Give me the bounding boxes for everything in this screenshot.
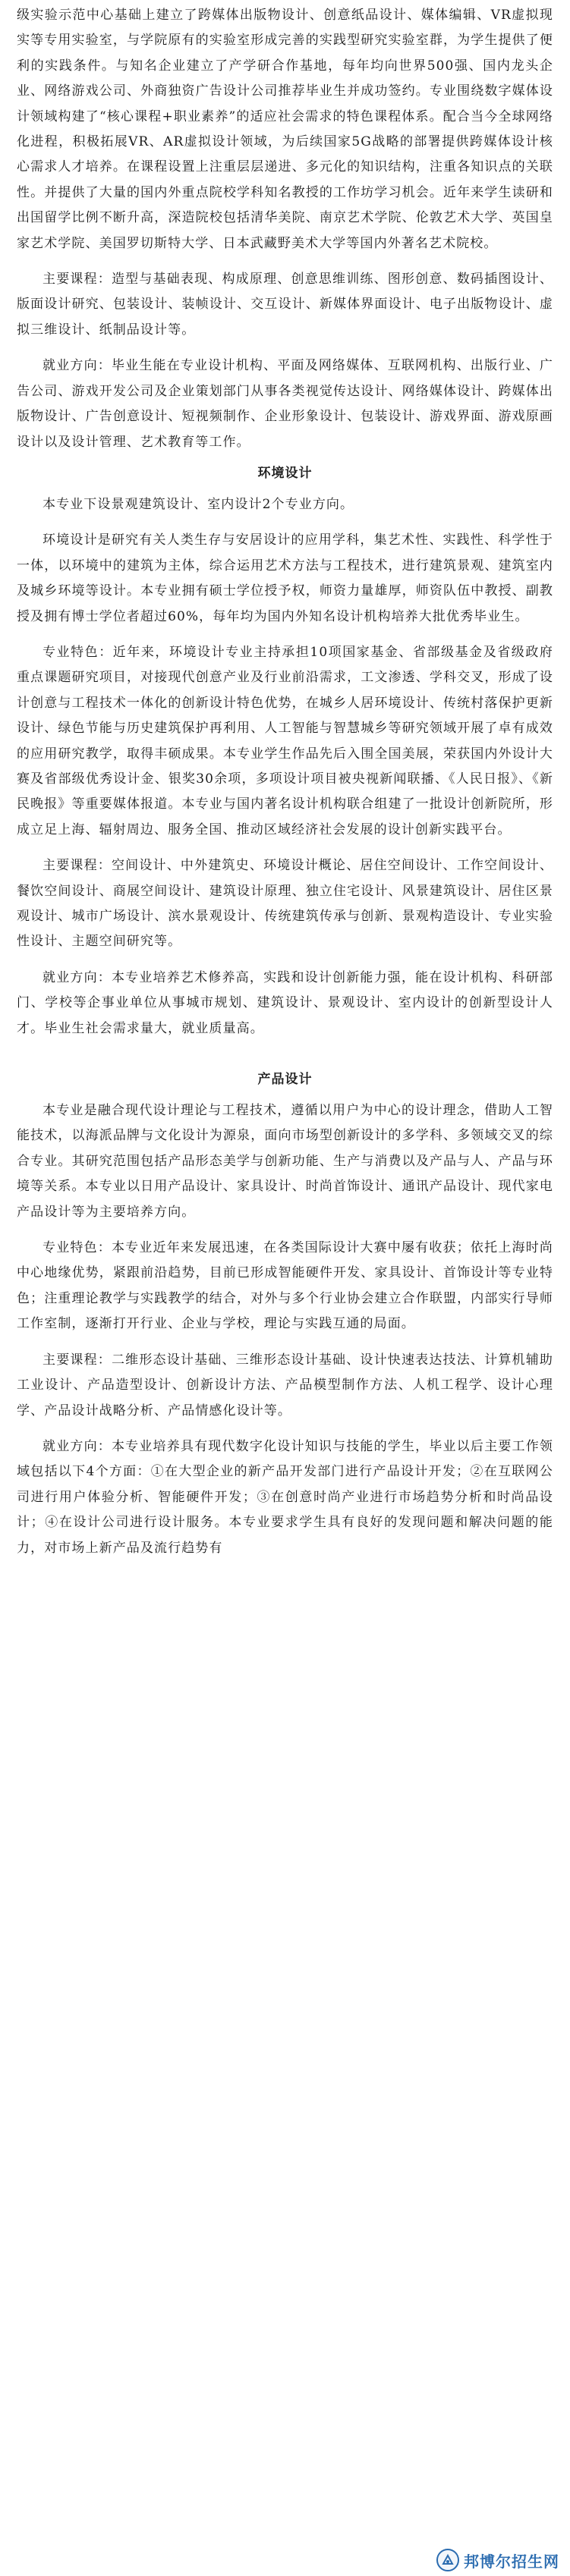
paragraph: 本专业下设景观建筑设计、室内设计2个专业方向。 [43,496,354,512]
paragraph: 环境设计是研究有关人类生存与安居设计的应用学科，集艺术性、实践性、科学性于一体，以环境中的建筑为主体，综合运用艺术方法与工程技术，进行建筑景观、建筑室内及城乡环境等设计。本专业拥有硕士学位授予权，师资力量雄厚，师资队伍中教授、副教授及拥有博士学位者超过60%，每年均为国内外知名设计机构培养大批优秀毕业生。 [17,532,553,624]
paragraph-career-direction: 就业方向：本专业培养艺术修养高，实践和设计创新能力强，能在设计机构、科研部门、学校等企事业单位从事城市规划、建筑设计、景观设计、室内设计的创新型设计人才。毕业生社会需求量大，就业质量高。 [17,969,553,1036]
section-product-design [17,1067,553,1561]
paragraph: 级实验示范中心基础上建立了跨媒体出版物设计、创意纸品设计、媒体编辑、VR虚拟现实等专用实验室，与学院原有的实验室形成完善的实践型研究实验室群，为学生提供了便利的实践条件。与知名企业建立了产学研合作基地，每年均向世界500强、国内龙头企业、网络游戏公司、外商独资广告设计公司推荐毕业生并成功签约。专业围绕数字媒体设计领域构建了“核心课程+职业素养”的适应社会需求的特色课程体系。配合当今全球网络化进程，积极拓展VR、AR虚拟设计领域，为后续国家5G战略的部署提供跨媒体设计核心需求人才培养。在课程设置上注重层层递进、多元化的知识结构，注重各知识点的关联性。并提供了大量的国内外重点院校学科知名教授的工作坊学习机会。近年来学生读研和出国留学比例不断升高，深造院校包括清华美院、南京艺术学院、伦敦艺术大学、英国皇家艺术学院、美国罗切斯特大学、日本武藏野美术大学等国内外著名艺术院校。 [17,8,553,251]
paragraph-main-courses: 主要课程：二维形态设计基础、三维形态设计基础、设计快速表达技法、计算机辅助工业设计、产品造型设计、创新设计方法、产品模型制作方法、人机工程学、设计心理学、产品设计战略分析、产品情感化设计等。 [17,1352,553,1418]
section-visual-communication-continued [17,3,553,455]
section-title: 环境设计 [257,465,313,481]
paragraph-career-direction: 就业方向：本专业培养具有现代数字化设计知识与技能的学生，毕业以后主要工作领域包括以下4个方面：①在大型企业的新产品开发部门进行产品设计开发；②在互联网公司进行用户体验分析、智能硬件开发；③在创意时尚产业进行市场趋势分析和时尚品设计；④在设计公司进行设计服务。本专业要求学生具有良好的发现问题和解决问题的能力，对市场上新产品及流行趋势有 [17,1438,553,1556]
paragraph-main-courses: 主要课程：空间设计、中外建筑史、环境设计概论、居住空间设计、工作空间设计、餐饮空间设计、商展空间设计、建筑设计原理、独立住宅设计、风景建筑设计、居住区景观设计、城市广场设计、滨水景观设计、传统建筑传承与创新、景观构造设计、专业实验性设计、主题空间研究等。 [17,858,553,950]
paragraph-features: 专业特色：本专业近年来发展迅速，在各类国际设计大赛中屡有收获；依托上海时尚中心地缘优势，紧跟前沿趋势，目前已形成智能硬件开发、家具设计、首饰设计等专业特色；注重理论教学与实践教学的结合，对外与多个行业协会建立合作联盟，内部实行导师工作室制，逐渐打开行业、企业与学校，理论与实践互通的局面。 [17,1240,553,1332]
paragraph-features: 专业特色：近年来，环境设计专业主持承担10项国家基金、省部级基金及省级政府重点课题研究项目，对接现代创意产业及行业前沿需求，工文渗透、学科交叉，形成了设计创意与工程技术一体化的创新设计特色优势，在城乡人居环境设计、传统村落保护更新设计、绿色节能与历史建筑保护再利用、人工智能与智慧城乡等研究领域开展了卓有成效的应用研究教学，取得丰硕成果。本专业学生作品先后入围全国美展，荣获国内外设计大赛及省部级优秀设计金、银奖30余项，多项设计项目被央视新闻联播、《人民日报》、《新民晚报》等重要媒体报道。本专业与国内著名设计机构联合组建了一批设计创新院所，形成立足上海、辐射周边、服务全国、推动区域经济社会发展的设计创新实践平台。 [17,644,553,837]
paragraph-main-courses: 主要课程：造型与基础表现、构成原理、创意思维训练、图形创意、数码插图设计、版面设计研究、包装设计、装帧设计、交互设计、新媒体界面设计、电子出版物设计、虚拟三维设计、纸制品设计等。 [17,272,553,338]
bangboer-logo-icon [436,2549,459,2571]
paragraph: 本专业是融合现代设计理论与工程技术，遵循以用户为中心的设计理念，借助人工智能技术，以海派品牌与文化设计为源泉，面向市场型创新设计的多学科、多领域交叉的综合专业。其研究范围包括产品形态美学与创新功能、生产与消费以及产品与人、产品与环境等关系。本专业以日用产品设计、家具设计、时尚首饰设计、通讯产品设计、现代家电产品设计等为主要培养方向。 [17,1103,553,1220]
site-watermark [436,2549,559,2571]
paragraph-career-direction: 就业方向：毕业生能在专业设计机构、平面及网络媒体、互联网机构、出版行业、广告公司、游戏开发公司及企业策划部门从事各类视觉传达设计、网络媒体设计、跨媒体出版物设计、广告创意设计、短视频制作、企业形象设计、包装设计、游戏界面、游戏原画设计以及设计管理、艺术教育等工作。 [17,358,553,450]
section-environment-design [17,461,553,1041]
section-title: 产品设计 [257,1072,313,1088]
watermark-text: 邦博尔招生网 [464,2552,559,2571]
